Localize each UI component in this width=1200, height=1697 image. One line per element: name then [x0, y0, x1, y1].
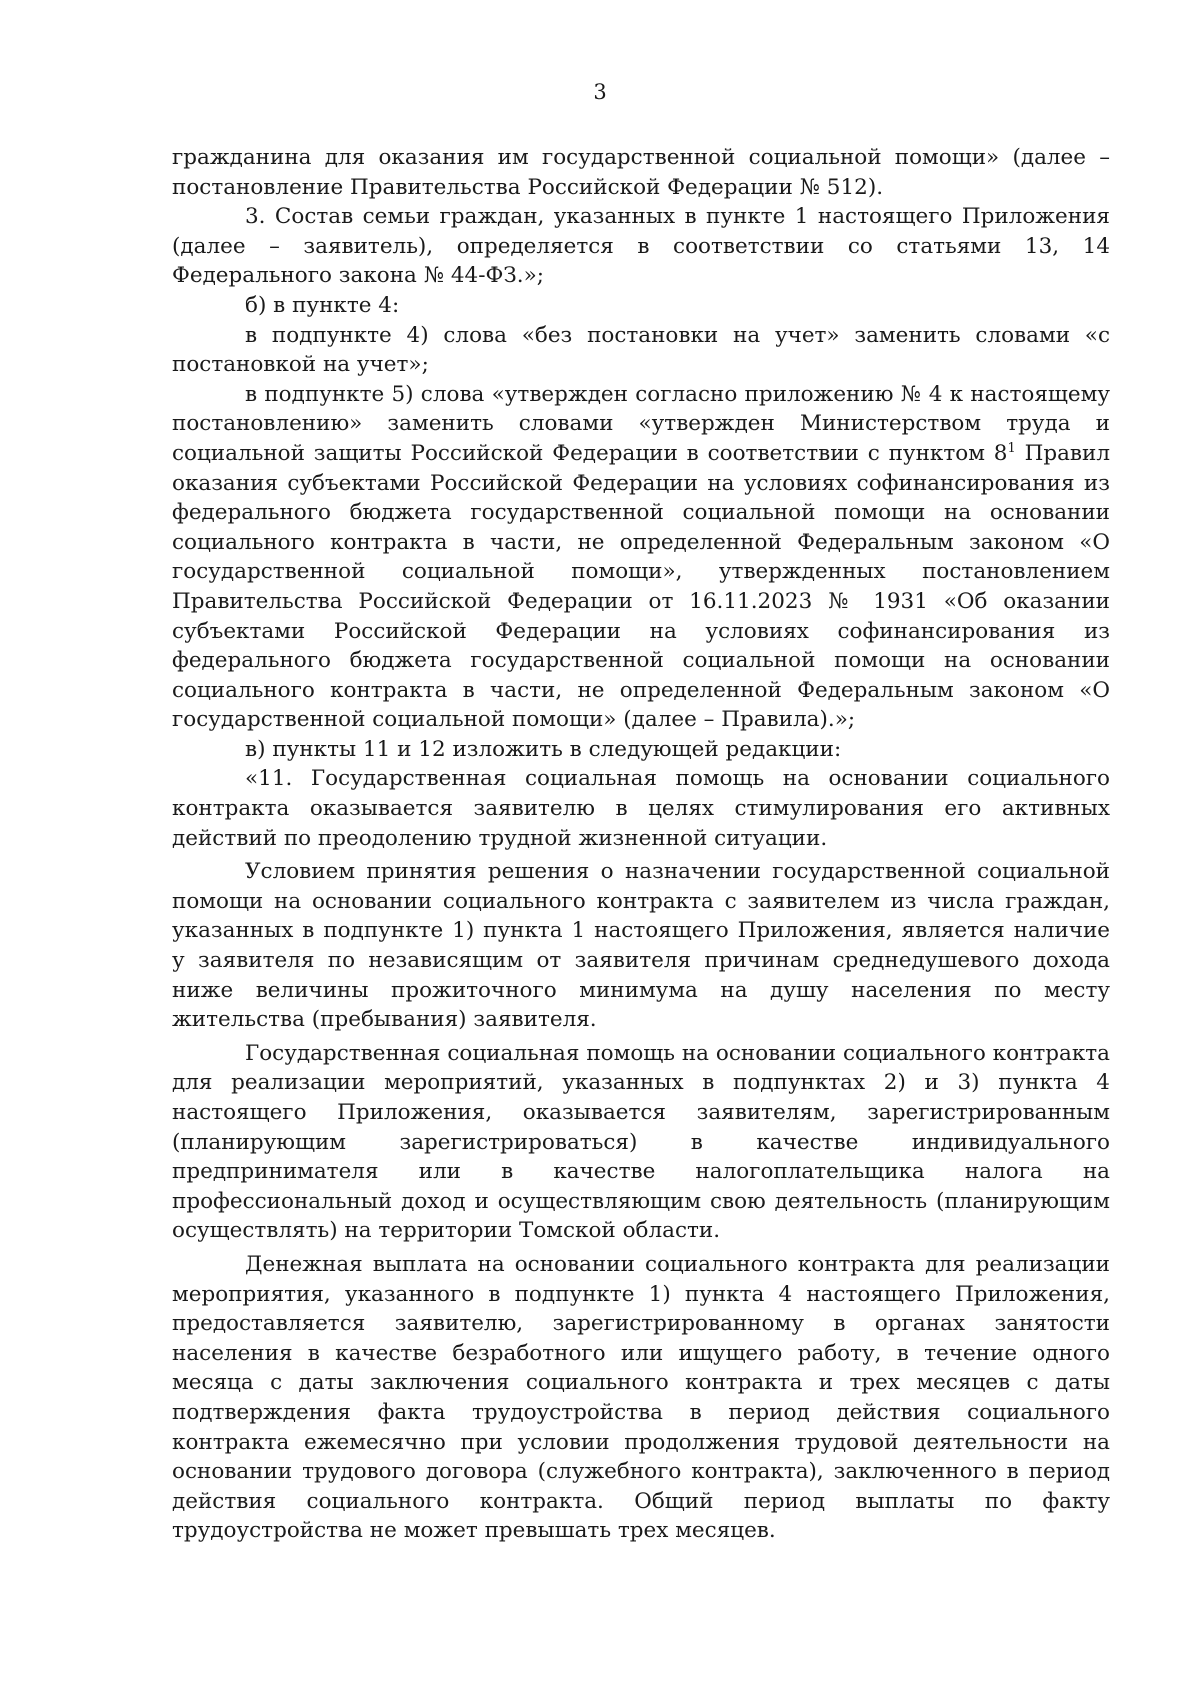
paragraph-item-3: 3. Состав семьи граждан, указанных в пункте 1 настоящего Приложения (далее – заявитель), определяется в соответствии со статьями 13, 14 Федерального закона № 44-ФЗ.»;	[172, 204, 1110, 289]
paragraph-subpoint-5	[172, 380, 1110, 735]
paragraph-subpoint-5-text-start: в подпункте 5) слова «утвержден согласно приложению № 4 к настоящему постановлению» заменить словами «утвержден Министерством труда и социальной защиты Российской Федерации в соответствии с пунктом 8	[172, 381, 1110, 466]
paragraph-continuation: гражданина для оказания им государственной социальной помощи» (далее – постановление Правительства Российской Федерации № 512).	[172, 145, 1110, 200]
paragraph-condition: Условием принятия решения о назначении государственной социальной помощи на основании социального контракта с заявителем из числа граждан, указанных в подпункте 1) пункта 1 настоящего Приложения, является наличие у заявителя по независящим от заявителя причинам среднедушевого дохода ниже величины прожиточного минимума на душу населения по месту жительства (пребывания) заявителя.	[172, 859, 1110, 1033]
paragraph-entrepreneurs: Государственная социальная помощь на основании социального контракта для реализации мероприятий, указанных в подпунктах 2) и 3) пункта 4 настоящего Приложения, оказывается заявителям, зарегистрированным (планирующим зарегистрироваться) в качестве индивидуального предпринимателя или в качестве налогоплательщика налога на профессиональный доход и осуществляющим свою деятельность (планирующим осуществлять) на территории Томской области.	[172, 1040, 1110, 1244]
document-body	[172, 143, 1110, 1546]
paragraph-subpoint-4: в подпункте 4) слова «без постановки на учет» заменить словами «с постановкой на учет»;	[172, 322, 1110, 378]
paragraph-payment: Денежная выплата на основании социального контракта для реализации мероприятия, указанного в подпункте 1) пункта 4 настоящего Приложения, предоставляется заявителю, зарегистрированному в органах занятости населения в качестве безработного или ищущего работу, в течение одного месяца с даты заключения социального контракта и трех месяцев с даты подтверждения факта трудоустройства в период действия социального контракта ежемесячно при условии продолжения трудовой деятельности на основании трудового договора (служебного контракта), заключенного в период действия социального контракта. Общий период выплаты по факту трудоустройства не может превышать трех месяцев.	[172, 1251, 1110, 1544]
paragraph-subitem-v: в) пункты 11 и 12 изложить в следующей редакции:	[245, 736, 842, 762]
page-number: 3	[593, 80, 607, 104]
paragraph-subitem-b: б) в пункте 4:	[245, 292, 400, 318]
footnote-superscript: 1	[1007, 440, 1016, 456]
paragraph-subpoint-5-text-end: Правил оказания субъектами Российской Федерации на условиях софинансирования из федерального бюджета государственной социальной помощи на основании социального контракта в части, не определенной Федеральным законом «О государственной социальной помощи», утвержденных постановлением Правительства Российской Федерации от 16.11.2023 № 1931 «Об оказании субъектами Российской Федерации на условиях софинансирования из федерального бюджета государственной социальной помощи на основании социального контракта в части, не определенной Федеральным законом «О государственной социальной помощи» (далее – Правила).»;	[172, 440, 1110, 733]
paragraph-item-11: «11. Государственная социальная помощь на основании социального контракта оказывается заявителю в целях стимулирования его активных действий по преодолению трудной жизненной ситуации.	[172, 766, 1110, 851]
